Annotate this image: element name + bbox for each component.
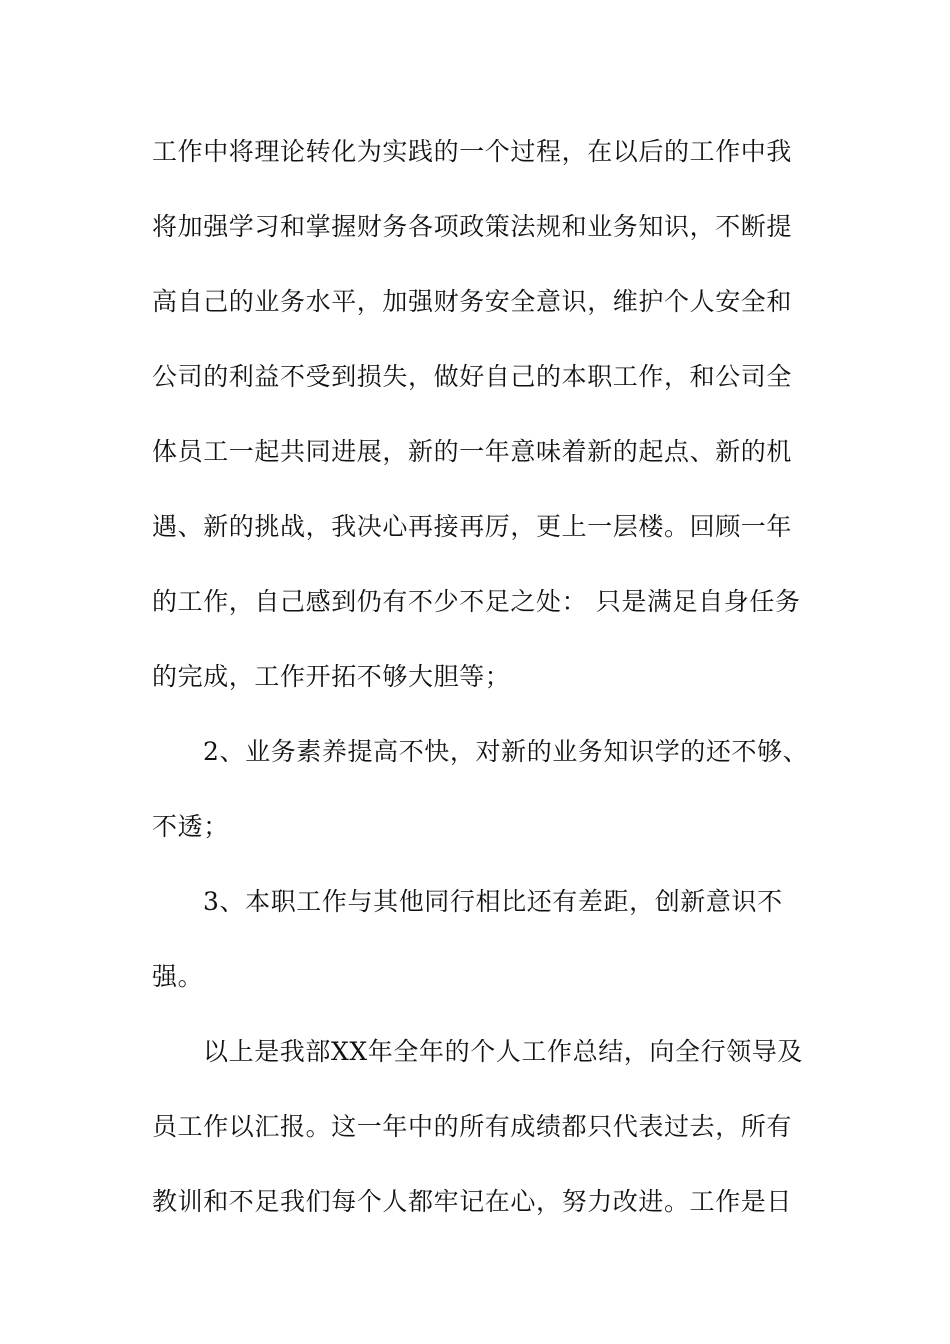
text-line: 工作中将理论转化为实践的一个过程，在以后的工作中我 bbox=[152, 137, 793, 166]
text-line: 2、业务素养提高不快，对新的业务知识学的还不够、 bbox=[203, 737, 809, 766]
text-line: 高自己的业务水平，加强财务安全意识，维护个人安全和 bbox=[152, 287, 793, 316]
text-line: 教训和不足我们每个人都牢记在心，努力改进。工作是日 bbox=[152, 1187, 793, 1216]
text-line: 的完成，工作开拓不够大胆等； bbox=[152, 662, 511, 691]
text-line: 将加强学习和掌握财务各项政策法规和业务知识，不断提 bbox=[152, 212, 793, 241]
text-line: 遇、新的挑战，我决心再接再厉，更上一层楼。回顾一年 bbox=[152, 512, 793, 541]
text-line: 强。 bbox=[152, 962, 204, 991]
text-line: 体员工一起共同进展，新的一年意味着新的起点、新的机 bbox=[152, 437, 793, 466]
text-line: 公司的利益不受到损失，做好自己的本职工作，和公司全 bbox=[152, 362, 793, 391]
text-line: 3、本职工作与其他同行相比还有差距，创新意识不 bbox=[203, 887, 783, 916]
text-line: 以上是我部XX年全年的个人工作总结，向全行领导及 bbox=[203, 1037, 803, 1066]
text-line: 员工作以汇报。这一年中的所有成绩都只代表过去，所有 bbox=[152, 1112, 793, 1141]
text-line: 不透； bbox=[152, 812, 229, 841]
text-line: 的工作，自己感到仍有不少不足之处： 只是满足自身任务 bbox=[152, 587, 801, 616]
